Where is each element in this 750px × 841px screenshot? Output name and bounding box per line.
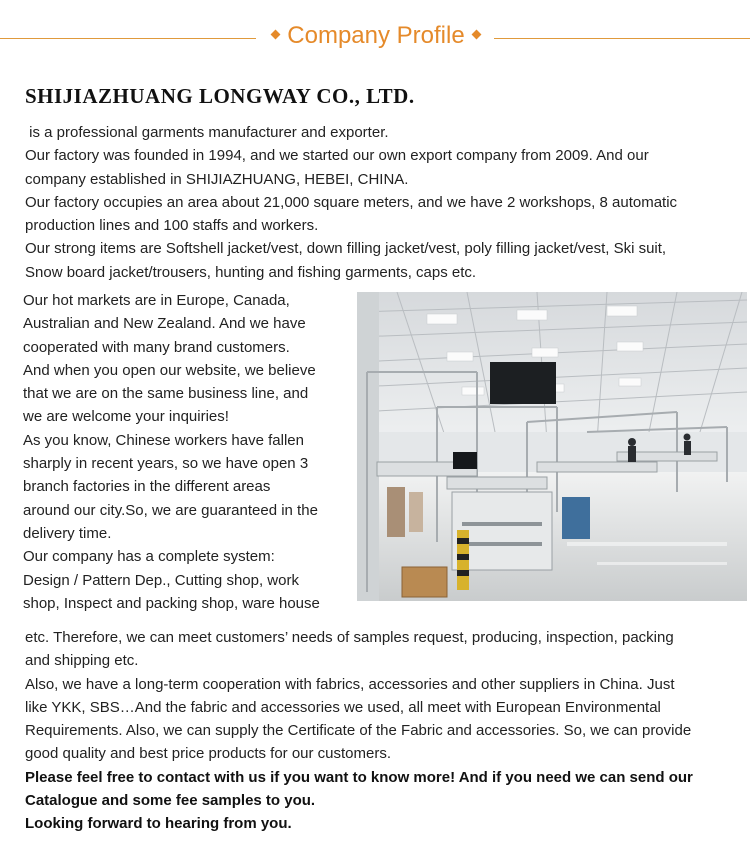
text-line: good quality and best price products for our customers. [25, 745, 392, 763]
text-line: Our hot markets are in Europe, Canada, [23, 292, 290, 309]
closing-line: Looking forward to hearing from you. [25, 815, 292, 833]
section-header [0, 20, 750, 56]
factory-photo-illustration [357, 292, 747, 601]
text-line: sharply in recent years, so we have open 3 [23, 455, 309, 473]
text-line: we are welcome your inquiries! [23, 408, 229, 426]
text-line: And when you open our website, we believe [23, 361, 316, 379]
section-title-text: Company Profile [287, 22, 465, 49]
text-line: delivery time. [23, 524, 112, 542]
text-line: Our strong items are Softshell jacket/vest, down filling jacket/vest, poly filling jacket/vest, Ski suit, [25, 240, 667, 258]
header-rule-right [494, 38, 750, 39]
text-line: production lines and 100 staffs and workers. [25, 217, 319, 235]
text-line: cooperated with many brand customers. [23, 338, 290, 356]
text-line: Requirements. Also, we can supply the Certificate of the Fabric and accessories. So, we can provide [25, 722, 692, 740]
text-line: Design / Pattern Dep., Cutting shop, work [23, 571, 299, 589]
company-name: SHIJIAZHUANG LONGWAY CO., LTD. [25, 84, 415, 108]
text-line: that we are on the same business line, and [23, 385, 309, 403]
closing-line: Catalogue and some fee samples to you. [25, 792, 316, 810]
text-line: branch factories in the different areas [23, 478, 271, 496]
text-line: Snow board jacket/trousers, hunting and fishing garments, caps etc. [25, 263, 477, 281]
text-line: Australian and New Zealand. And we have [23, 315, 306, 333]
header-rule-left [0, 38, 256, 39]
factory-workshop-photo [357, 292, 747, 601]
text-line: and shipping etc. [25, 652, 139, 670]
text-line: around our city.So, we are guaranteed in the [23, 501, 318, 519]
text-line: etc. Therefore, we can meet customers’ needs of samples request, producing, inspection, packing [25, 629, 674, 646]
section-title [258, 22, 494, 50]
side-paragraph [23, 289, 345, 615]
text-line: Our factory was founded in 1994, and we started our own export company from 2009. And our [25, 147, 649, 165]
intro-paragraph [25, 121, 735, 284]
text-line: like YKK, SBS…And the fabric and accessories we used, all meet with European Environmental [25, 698, 661, 716]
diamond-icon [471, 30, 481, 40]
text-line: company established in SHIJIAZHUANG, HEBEI, CHINA. [25, 170, 409, 188]
text-line: Our company has a complete system: [23, 548, 275, 566]
closing-line: Please feel free to contact with us if you want to know more! And if you need we can send our [25, 768, 693, 786]
text-line: shop, Inspect and packing shop, ware house [23, 594, 320, 612]
text-line: is a professional garments manufacturer and exporter. [25, 124, 389, 141]
bottom-paragraph [25, 626, 737, 836]
text-line: As you know, Chinese workers have fallen [23, 431, 304, 449]
text-line: Our factory occupies an area about 21,000 square meters, and we have 2 workshops, 8 automatic [25, 193, 678, 211]
diamond-icon [271, 30, 281, 40]
text-line: Also, we have a long-term cooperation with fabrics, accessories and other suppliers in China. Just [25, 675, 675, 693]
